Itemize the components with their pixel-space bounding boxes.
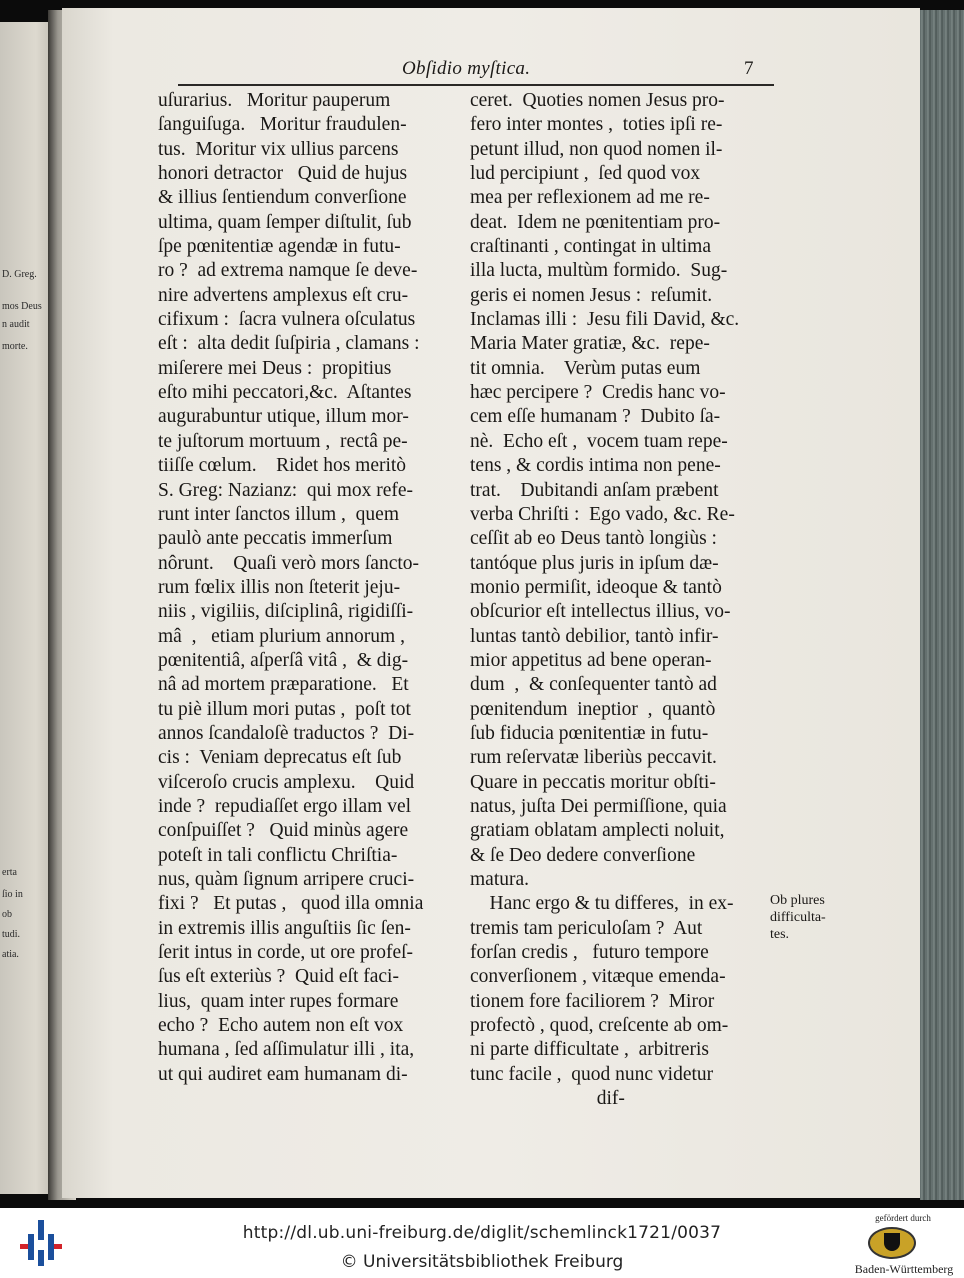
text-line: verba Chriſti : Ego vado, &c. Re- <box>470 503 735 525</box>
text-line: mea per reflexionem ad me re- <box>470 187 710 209</box>
text-line: fero inter montes , toties ipſi re- <box>470 114 723 136</box>
text-line: matura. <box>470 869 530 890</box>
text-line: ut qui audiret eam humanam di- <box>158 1063 408 1085</box>
text-line: nôrunt. Quaſi verò mors ſancto- <box>158 552 420 574</box>
margin-note-line: Ob plures <box>770 893 825 908</box>
text-line: tunc facile , quod nunc videtur <box>470 1063 714 1085</box>
text-line: tremis tam periculoſam ? Aut <box>470 917 703 939</box>
sponsor-label: gefördert durch <box>875 1213 931 1223</box>
text-line: rum fœlix illis non ſteterit jeju- <box>158 576 401 598</box>
page-number: 7 <box>744 58 754 79</box>
text-line: ultima, quam ſemper diſtulit, ſub <box>158 211 412 233</box>
text-line: S. Greg: Nazianz: qui mox refe- <box>158 479 414 501</box>
text-line: echo ? Echo autem non eſt vox <box>158 1015 404 1037</box>
text-line: ſanguiſuga. Moritur fraudulen- <box>158 114 407 136</box>
text-line: fixi ? Et putas , quod illa omnia <box>158 893 424 915</box>
text-line: & ſe Deo dedere converſione <box>470 844 696 866</box>
text-line: in extremis illis anguſtiis ſic ſen- <box>158 917 411 939</box>
text-line: cem eſſe humanam ? Dubito ſa- <box>470 406 721 428</box>
text-line: obſcurior eſt intellectus illius, vo- <box>470 601 731 623</box>
text-line: tit omnia. Verùm putas eum <box>470 357 701 379</box>
header-rule <box>178 84 774 86</box>
text-line: tus. Moritur vix ullius parcens <box>158 138 399 160</box>
text-line: augurabuntur utique, illum mor- <box>158 406 409 428</box>
text-line: lud percipiunt , ſed quod vox <box>470 163 701 185</box>
text-line: cifixum : ſacra vulnera oſculatus <box>158 309 416 331</box>
margin-note <box>770 892 826 943</box>
text-line: ni parte difficultate , arbitreris <box>470 1039 709 1061</box>
text-line: petunt illud, non quod nomen il- <box>470 138 723 160</box>
text-line: annos ſcandaloſè traductos ? Di- <box>158 722 415 744</box>
text-line: tionem fore faciliorem ? Miror <box>470 990 715 1012</box>
text-line: cis : Veniam deprecatus eſt ſub <box>158 747 402 769</box>
text-line: ſub fiducia pœnitentiæ in futu- <box>470 722 709 744</box>
left-page-fragment: D. Greg. <box>2 269 37 280</box>
text-line: humana , ſed aſſimulatur illi , ita, <box>158 1039 415 1061</box>
left-page-fragment: n audit <box>2 319 30 330</box>
text-line: uſurarius. Moritur pauperum <box>158 90 391 111</box>
text-line: lius, quam inter rupes formare <box>158 990 399 1012</box>
margin-note-line: difficulta- <box>770 910 826 925</box>
copyright-notice: © Universitätsbibliothek Freiburg <box>340 1252 624 1272</box>
text-line: te juſtorum mortuum , rectâ pe- <box>158 430 408 452</box>
text-line: ſerit intus in corde, ut ore profeſ- <box>158 942 414 964</box>
text-line: ſpe pœnitentiæ agendæ in futu- <box>158 236 401 258</box>
left-page-fragment: atia. <box>2 949 19 960</box>
text-line: paulò ante peccatis immerſum <box>158 528 393 550</box>
text-line: miſerere mei Deus : propitius <box>158 357 392 379</box>
left-page-fragment: morte. <box>2 341 28 352</box>
text-line: nâ ad mortem præparatione. Et <box>158 674 409 696</box>
left-text-column <box>158 89 464 1087</box>
left-page-fragment: mos Deus <box>2 301 42 312</box>
text-line: nire advertens amplexus eſt cru- <box>158 284 409 306</box>
text-line: conſpuiſſet ? Quid minùs agere <box>158 820 409 842</box>
text-line: deat. Idem ne pœnitentiam pro- <box>470 211 721 233</box>
running-title: Obſidio myſtica. <box>402 58 531 79</box>
margin-note-line: tes. <box>770 927 790 942</box>
text-line: natus, juſta Dei permiſſione, quia <box>470 795 727 817</box>
text-line: pœnitendum ineptior , quantò <box>470 698 716 720</box>
text-line: craſtinanti , contingat in ultima <box>470 236 711 258</box>
text-line: monio permiſit, ideoque & tantò <box>470 576 722 598</box>
text-line: forſan credis , futuro tempore <box>470 942 709 964</box>
text-line: honori detractor Quid de hujus <box>158 163 408 185</box>
text-line: rum reſervatæ liberiùs peccavit. <box>470 747 717 769</box>
text-line: Hanc ergo & tu differes, in ex- <box>470 893 734 915</box>
text-line: Maria Mater gratiæ, &c. repe- <box>470 333 710 355</box>
text-line: hæc percipere ? Credis hanc vo- <box>470 382 726 404</box>
text-line: illa luctа, multùm formido. Sug- <box>470 260 728 282</box>
text-line: eſt : alta dedit ſuſpiria , clamans : <box>158 333 420 355</box>
page-edges <box>920 10 964 1200</box>
text-line: mâ , etiam plurium annorum , <box>158 625 405 647</box>
text-line: tens , & cordis intima non pene- <box>470 455 721 477</box>
text-line: eſto mihi peccatori,&c. Aſtantes <box>158 382 412 404</box>
text-line: mior appetitus ad bene operan- <box>470 649 712 671</box>
text-line: geris ei nomen Jesus : reſumit. <box>470 284 713 306</box>
text-line: niis , vigiliis, diſciplinâ, rigidiſſi- <box>158 601 414 623</box>
text-line: gratiam oblatam amplecti noluit, <box>470 820 725 842</box>
left-page-fragment: ob <box>2 909 12 920</box>
text-line: ceſſit ab eo Deus tantò longiùs : <box>470 528 717 550</box>
text-line: pœnitentiâ, aſperſâ vitâ , & dig- <box>158 649 409 671</box>
left-page-fragment: ſio in <box>2 889 23 900</box>
text-line: nus, quàm ſignum arripere cruci- <box>158 869 415 890</box>
text-line: profectò , quod, creſcente ab om- <box>470 1015 729 1037</box>
right-text-column <box>470 89 776 1111</box>
document-url-link[interactable]: http://dl.ub.uni-freiburg.de/diglit/schemlinck1721/0037 <box>242 1223 722 1243</box>
text-line: converſionem , vitæque emenda- <box>470 966 726 988</box>
text-line: ro ? ad extrema namque ſe deve- <box>158 260 418 282</box>
text-line: inde ? repudiaſſet ergo illam vel <box>158 795 412 817</box>
left-page-fragment: tudi. <box>2 929 21 940</box>
text-line: tantóque plus juris in ipſum dæ- <box>470 552 719 574</box>
text-line: ſus eſt exteriùs ? Quid eſt faci- <box>158 966 399 988</box>
text-line: luntas tantò debilior, tantò infir- <box>470 625 719 647</box>
text-line: runt inter ſanctos illum , quem <box>158 503 399 525</box>
text-line: poteſt in tali conflictu Chriſtia- <box>158 844 398 866</box>
text-line: ceret. Quoties nomen Jesus pro- <box>470 90 725 111</box>
text-line: dif- <box>470 1088 625 1110</box>
text-line: Inclamas illi : Jesu fili David, &c. <box>470 309 740 331</box>
text-line: Quare in peccatis moritur obſti- <box>470 771 716 793</box>
text-line: nè. Echo eſt , vocem tuam repe- <box>470 430 728 452</box>
sponsor-name: Baden-Württemberg <box>854 1262 954 1276</box>
text-line: trat. Dubitandi anſam præbent <box>470 479 719 501</box>
text-line: viſceroſo crucis amplexu. Quid <box>158 771 415 793</box>
text-line: & illius ſentiendum converſione <box>158 187 407 209</box>
left-page-fragment: erta <box>2 867 17 878</box>
text-line: dum , & conſequenter tantò ad <box>470 674 717 696</box>
state-crest-icon <box>868 1227 916 1259</box>
text-line: tiiſſe cœlum. Ridet hos meritò <box>158 455 407 477</box>
text-line: tu piè illum mori putas , poſt tot <box>158 698 411 720</box>
